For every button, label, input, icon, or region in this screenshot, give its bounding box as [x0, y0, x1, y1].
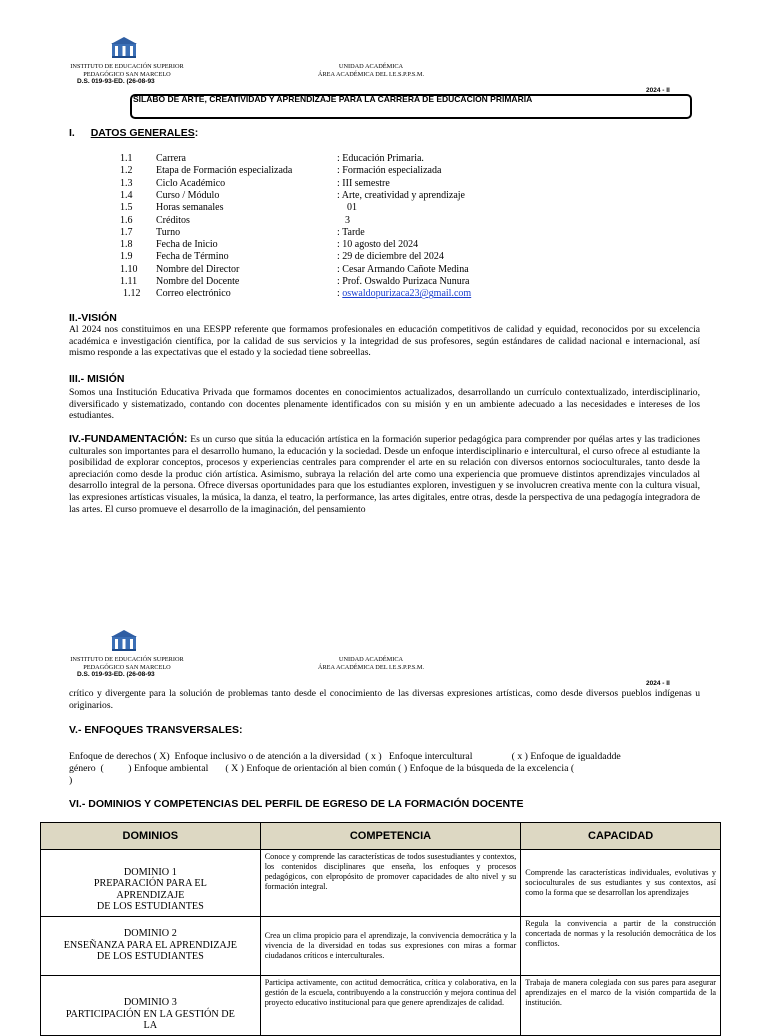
fundamentacion-text: Es un curso que sitúa la educación artística en la formación superior pedagógica para comprender por quélas artes y las tradiciones culturales son importantes para el desarrollo humano, la educación y la sociedad. Desde un enfoque interdisciplinario e intercultural, el curso ofrece al estudiante la posibilidad de explorar conceptos, procesos y experiencias centrales para comprender el arte en su relación con diversos entornos socioculturales, tanto desde la apreciación como desde la produc ción artística. Asimismo, subraya la relación del arte como una experiencia que promueve distintos aprendizajes vinculados al desarrollo integral de la persona. Ofrece diversas oportunidades para que los estudiantes exploren, investiguen y se involucren creativa mente con la cultura visual, las expresiones artísticas visuales, la música, la danza, el teatro, la performance, las artes digitales, entre otras, desde la perspectiva de una pedagogía integradora de las artes. El curso promueve el desarrollo de la imaginación, del pensamiento: [69, 434, 700, 515]
capacidad-cell: Trabaja de manera colegiada con sus pares para asegurar aprendizajes en el marco de la visión compartida de la institución.: [521, 976, 721, 1036]
general-item-label: Ciclo Académico: [156, 177, 226, 189]
academic-unit: [291, 63, 451, 78]
general-item-value: [347, 202, 357, 214]
period-label: 2024 - II: [646, 87, 670, 94]
vision-text: Al 2024 nos constituimos en una EESPP referente que formamos profesionales en educación competitivos de calidad y equidad, reconocidos por su excelencia académica e investigación científica, por la calidad de sus servicios y la integridad de sus profesores, según estándares de calidad nacional e internacional, así mismo responde a las expectativas que el estado y la sociedad tiene sobreellas.: [69, 324, 700, 359]
period-label: 2024 - II: [646, 680, 670, 687]
institution-logo: [111, 37, 137, 59]
general-item-label: Turno: [156, 226, 181, 238]
enfoques-list: [69, 751, 709, 787]
capacidad-cell: Regula la convivencia a partir de la construcción concertada de normas y la resolución democrática de los conflictos.: [521, 917, 721, 976]
general-item-value: [337, 178, 390, 190]
general-item-number: 1.10: [120, 263, 138, 275]
institution-line1: INSTITUTO DE EDUCACIÓN SUPERIOR: [70, 63, 184, 70]
institution-name: [62, 63, 192, 78]
fundamentacion-continuation: crítico y divergente para la solución de problemas tanto desde el conocimiento de las diversas expresiones artísticas, como desde diversos pueblos indígenas u originarios.: [69, 688, 700, 711]
dominio-cell: DOMINIO 2 ENSEÑANZA PARA EL APRENDIZAJE DE LOS ESTUDIANTES: [41, 917, 261, 976]
table-row: [41, 976, 721, 1036]
general-item-value-text: : 29 de diciembre del 2024: [337, 251, 444, 263]
fundamentacion-heading: IV.-FUNDAMENTACIÓN:: [69, 433, 188, 445]
general-item-value: [345, 215, 350, 227]
general-item-label: Nombre del Director: [156, 263, 240, 275]
decree: D.S. 019-93-ED. (26-08-93: [77, 671, 155, 678]
unit-line1: UNIDAD ACADÉMICA: [338, 63, 404, 70]
fundamentacion-paragraph: [69, 434, 700, 515]
institution-logo: [111, 630, 137, 652]
competencia-cell: Crea un clima propicio para el aprendizaje, la convivencia democrática y la vivencia de la diversidad en todas sus expresiones con miras a formar ciudadanos críticos e interculturales.: [260, 917, 521, 976]
general-item-label: Fecha de Inicio: [156, 239, 218, 251]
general-item-number: 1.7: [120, 226, 133, 238]
academic-unit: [291, 656, 451, 671]
general-item-value-text: 3: [345, 214, 350, 226]
general-item-value-text: : Cesar Armando Cañote Medina: [337, 263, 469, 275]
competencies-table: [40, 822, 721, 1036]
unit-line1: UNIDAD ACADÉMICA: [338, 656, 404, 663]
general-item-label: Curso / Módulo: [156, 189, 220, 201]
general-item-number: 1.2: [120, 165, 133, 177]
section-label: DATOS GENERALES: [90, 127, 195, 139]
general-item-number: 1.6: [120, 214, 133, 226]
institution-line2: PEDAGÓGICO SAN MARCELO: [83, 663, 171, 671]
header-capacidad: CAPACIDAD: [521, 823, 721, 850]
general-item-value: [337, 239, 418, 251]
general-item-value-text: 01: [347, 202, 357, 214]
general-item-value-text: : Prof. Oswaldo Purizaca Nunura: [337, 276, 470, 287]
general-item-value: [337, 153, 424, 165]
general-data-list: [0, 153, 768, 303]
general-item-number: 1.5: [120, 202, 133, 214]
unit-line2: ÁREA ACADÉMICA DEL I.E.S.P.P.S.M.: [317, 70, 425, 78]
dominio-cell: DOMINIO 3 PARTICIPACIÓN EN LA GESTIÓN DE LA: [41, 976, 261, 1036]
general-item-label: Fecha de Término: [156, 251, 229, 263]
table-row: [41, 850, 721, 917]
mision-heading: III.- MISIÓN: [69, 373, 125, 385]
general-item-value-text: : Tarde: [337, 226, 365, 238]
vision-heading: II.-VISIÓN: [69, 312, 117, 324]
institution-line1: INSTITUTO DE EDUCACIÓN SUPERIOR: [70, 656, 184, 663]
email-link[interactable]: oswaldopurizaca23@gmail.com: [342, 288, 472, 300]
general-item-value: [337, 190, 465, 202]
table-row: [41, 917, 721, 976]
general-item-label: Etapa de Formación especializada: [156, 165, 293, 177]
competencia-cell: Conoce y comprende las características de todos susestudiantes y contextos, los contenidos disciplinares que enseña, los enfoques y procesos pedagógicos, con elpropósito de promover capacidades de alto nivel y su formación integral.: [260, 850, 521, 917]
dominio-cell: DOMINIO 1 PREPARACIÓN PARA EL APRENDIZAJE DE LOS ESTUDIANTES: [41, 850, 261, 917]
enfoques-heading: V.- ENFOQUES TRANSVERSALES:: [69, 724, 243, 736]
enfoques-line1: Enfoque de derechos ( X) Enfoque inclusivo o de atención a la diversidad ( x ) Enfoque intercultural ( x ) Enfoque de igualdadde: [69, 751, 621, 762]
mision-text: Somos una Institución Educativa Privada que formamos docentes en conocimientos actualizados, desarrollando un currículo contextualizado, interdisciplinario, diversificado y sistematizado, contando con docentes plenamente identificados con su misión y en un ambiente adecuado a las necesidades e intereses de los estudiantes.: [69, 387, 700, 422]
general-item-value: [337, 264, 469, 276]
general-item-value: [337, 288, 471, 300]
section-colon: :: [194, 127, 199, 139]
general-item-label: Horas semanales: [156, 202, 224, 214]
general-item-label: Créditos: [156, 214, 190, 226]
general-item-value: [337, 227, 365, 239]
general-item-label: Nombre del Docente: [156, 276, 240, 287]
dominios-heading: VI.- DOMINIOS Y COMPETENCIAS DEL PERFIL DE EGRESO DE LA FORMACIÓN DOCENTE: [69, 798, 524, 810]
general-item-value-text: : Educación Primaria.: [337, 153, 424, 164]
table-header-row: [41, 823, 721, 850]
section-number: I.: [69, 127, 75, 139]
decree: D.S. 019-93-ED. (26-08-93: [77, 78, 155, 85]
general-item-number: 1.8: [120, 239, 133, 251]
general-item-number: 1.12: [123, 288, 141, 300]
general-item-number: 1.11: [120, 276, 138, 287]
general-item-value: [337, 165, 441, 177]
general-item-value-text: : Formación especializada: [337, 165, 442, 177]
enfoques-line2: género ( ) Enfoque ambiental ( X ) Enfoque de orientación al bien común ( ) Enfoque de la búsqueda de la excelencia (: [69, 763, 575, 774]
competencia-cell: Participa activamente, con actitud democrática, crítica y colaborativa, en la gestión de la escuela, contribuyendo a la construcción y mejora continua del proyecto educativo institucional para que genere aprendizajes de calidad.: [260, 976, 521, 1036]
general-item-number: 1.4: [120, 189, 133, 201]
general-item-value: [337, 276, 469, 288]
header-competencia: COMPETENCIA: [260, 823, 521, 850]
general-item-number: 1.3: [120, 177, 133, 189]
general-item-value-text: : III semestre: [337, 177, 390, 189]
general-item-label: Carrera: [156, 153, 186, 164]
general-item-label: Correo electrónico: [156, 288, 231, 300]
section-datos-generales: [69, 127, 198, 139]
general-item-value-text: : 10 agosto del 2024: [337, 239, 419, 251]
general-item-number: 1.9: [120, 251, 133, 263]
general-item-number: 1.1: [120, 153, 133, 164]
general-item-value-text: :: [337, 288, 340, 300]
syllabus-title: SÍLABO DE ARTE, CREATIVIDAD Y APRENDIZAJE PARA LA CARRERA DE EDUCACIÓN PRIMARIA: [133, 94, 533, 104]
institution-name: [62, 656, 192, 671]
unit-line2: ÁREA ACADÉMICA DEL I.E.S.P.P.S.M.: [317, 663, 425, 671]
institution-line2: PEDAGÓGICO SAN MARCELO: [83, 70, 171, 78]
capacidad-cell: Comprende las características individuales, evolutivas y socioculturales de sus estudiantes y sus contextos, así como la forma que se desarrollan los aprendizajes: [521, 850, 721, 917]
header-dominios: DOMINIOS: [41, 823, 261, 850]
general-item-value: [337, 251, 444, 263]
general-item-value-text: : Arte, creatividad y aprendizaje: [337, 189, 465, 201]
enfoques-line3: ): [69, 775, 73, 786]
